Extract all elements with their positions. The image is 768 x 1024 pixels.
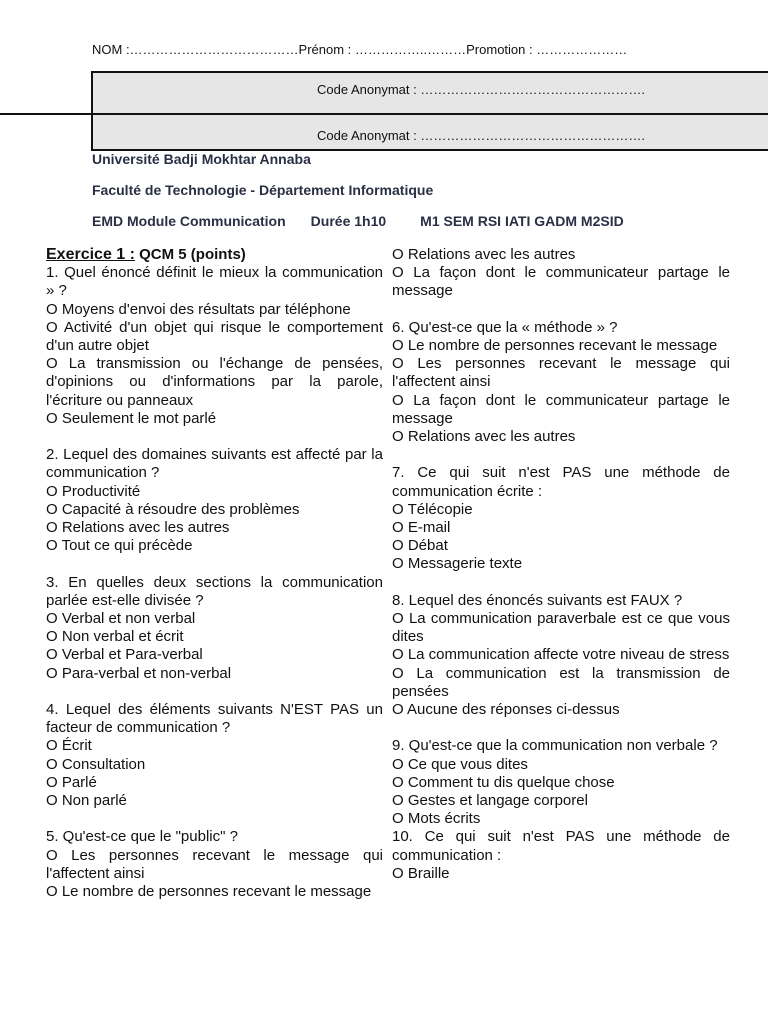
answer-option[interactable]: O Ce que vous dites: [392, 755, 528, 773]
answer-option[interactable]: O Non verbal et écrit: [46, 628, 184, 646]
answer-option[interactable]: O La façon dont le communicateur partage le message: [392, 391, 730, 427]
question-5: 5. Qu'est-ce que le "public" ?: [46, 828, 238, 846]
answer-option[interactable]: O Mots écrits: [392, 810, 481, 828]
answer-option[interactable]: O La transmission ou l'échange de pensées, d'opinions ou d'informations par la parole, l'écriture ou panneaux: [46, 355, 383, 409]
exam-level: M1 SEM RSI IATI GADM M2SID: [420, 213, 624, 229]
answer-option[interactable]: O Le nombre de personnes recevant le message: [392, 337, 718, 354]
answer-option[interactable]: O Moyens d'envoi des résultats par téléphone: [46, 300, 351, 318]
exam-module: EMD Module Communication: [92, 213, 286, 229]
answer-option[interactable]: O Productivité: [46, 482, 141, 500]
answer-option[interactable]: O La communication affecte votre niveau de stress: [392, 646, 730, 664]
answer-option[interactable]: O Les personnes recevant le message qui l'affectent ainsi: [46, 846, 383, 882]
exam-duration: Durée 1h10: [310, 213, 387, 229]
answer-option[interactable]: O Seulement le mot parlé: [46, 409, 217, 427]
exercise-title: [46, 246, 383, 264]
answer-option[interactable]: O La façon dont le communicateur partage le message: [392, 264, 730, 300]
answer-option[interactable]: O E-mail: [392, 519, 451, 537]
question-8: 8. Lequel des énoncés suivants est FAUX ?: [392, 591, 683, 609]
answer-option[interactable]: O La communication est la transmission de pensées: [392, 664, 730, 700]
question-6: 6. Qu'est-ce que la « méthode » ?: [392, 318, 618, 336]
cut-line: [0, 113, 768, 115]
answer-option[interactable]: O Gestes et langage corporel: [392, 792, 588, 810]
answer-option[interactable]: O Relations avec les autres: [392, 246, 576, 263]
question-2: 2. Lequel des domaines suivants est affecté par la communication ?: [46, 446, 383, 482]
question-9: 9. Qu'est-ce que la communication non verbale ?: [392, 737, 718, 755]
answer-option[interactable]: O Comment tu dis quelque chose: [392, 773, 615, 791]
answer-option[interactable]: O Consultation: [46, 755, 146, 773]
answer-option[interactable]: O Braille: [392, 864, 450, 882]
answer-option[interactable]: O Messagerie texte: [392, 555, 523, 573]
left-column: [46, 246, 383, 901]
right-column: [392, 246, 730, 883]
question-1: 1. Quel énoncé définit le mieux la communication » ?: [46, 264, 383, 300]
answer-option[interactable]: O Non parlé: [46, 792, 127, 810]
answer-option[interactable]: O Télécopie: [392, 500, 473, 518]
answer-option[interactable]: O Verbal et Para-verbal: [46, 646, 203, 664]
exercise-label: Exercice 1 :: [46, 246, 135, 263]
question-7: 7. Ce qui suit n'est PAS une méthode de communication écrite :: [392, 464, 730, 500]
answer-option[interactable]: O Débat: [392, 537, 448, 555]
anonymous-code-line: Code Anonymat : …………………………………………….: [317, 82, 645, 97]
answer-option[interactable]: O Écrit: [46, 737, 92, 755]
answer-option[interactable]: O Tout ce qui précède: [46, 537, 193, 555]
university-name: Université Badji Mokhtar Annaba: [92, 151, 311, 167]
exam-info: [92, 213, 624, 229]
question-10: 10. Ce qui suit n'est PAS une méthode de communication :: [392, 828, 730, 864]
answer-option[interactable]: O La communication paraverbale est ce que vous dites: [392, 610, 730, 646]
answer-option[interactable]: O Relations avec les autres: [392, 428, 576, 446]
answer-option[interactable]: O Verbal et non verbal: [46, 610, 196, 628]
answer-option[interactable]: O Para-verbal et non-verbal: [46, 664, 232, 682]
faculty-name: Faculté de Technologie - Département Informatique: [92, 182, 434, 198]
answer-option[interactable]: O Aucune des réponses ci-dessus: [392, 701, 620, 719]
answer-option[interactable]: O Parlé: [46, 773, 97, 791]
answer-option[interactable]: O Capacité à résoudre des problèmes: [46, 500, 300, 518]
identity-line: NOM :…………………………………Prénom : ……………..………Promotion : …………………: [92, 42, 628, 57]
question-3: 3. En quelles deux sections la communication parlée est-elle divisée ?: [46, 573, 383, 609]
answer-option[interactable]: O Activité d'un objet qui risque le comportement d'un autre objet: [46, 318, 383, 355]
answer-option[interactable]: O Les personnes recevant le message qui l'affectent ainsi: [392, 355, 730, 391]
question-4: 4. Lequel des éléments suivants N'EST PAS un facteur de communication ?: [46, 701, 383, 737]
anonymous-code-box: [91, 71, 768, 151]
answer-option[interactable]: O Le nombre de personnes recevant le message: [46, 883, 372, 901]
exercise-points: QCM 5 (points): [134, 246, 246, 263]
answer-option[interactable]: O Relations avec les autres: [46, 519, 230, 537]
anonymous-code-line: Code Anonymat : …………………………………………….: [317, 128, 645, 143]
